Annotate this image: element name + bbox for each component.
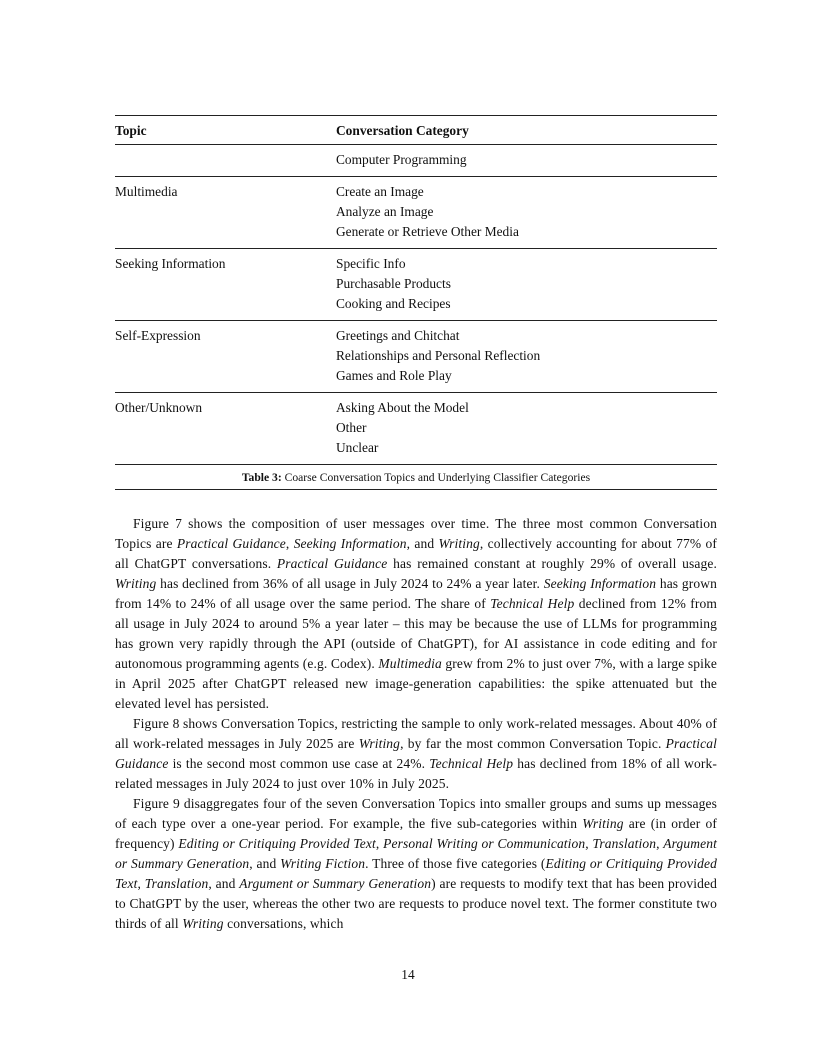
category-item: Greetings and Chitchat <box>336 328 460 343</box>
text-run: , <box>285 536 294 551</box>
table-row <box>115 249 717 320</box>
emphasized-text: Technical Help <box>429 756 514 771</box>
topics-table <box>115 115 717 490</box>
text-run: conversations, which <box>223 916 344 931</box>
emphasized-text: Technical Help <box>490 596 575 611</box>
category-item: Unclear <box>336 440 379 455</box>
text-run: . Three of those five categories ( <box>365 856 546 871</box>
text-run: , <box>585 836 593 851</box>
text-run: , by far the most common Conversation Topic. <box>400 736 666 751</box>
text-run: is the second most common use case at 24%. <box>168 756 430 771</box>
text-run: , and <box>249 856 281 871</box>
category-item: Specific Info <box>336 256 406 271</box>
topic-cell: Seeking Information <box>115 256 226 271</box>
category-cell <box>336 398 717 458</box>
text-run: , collectively accounting for about 77% of all ChatGPT conversations. <box>115 536 718 571</box>
table-row <box>115 145 717 176</box>
emphasized-text: Argument or Summary Generation <box>239 876 432 891</box>
category-item: Generate or Retrieve Other Media <box>336 224 519 239</box>
category-item: Create an Image <box>336 184 424 199</box>
category-item: Analyze an Image <box>336 204 434 219</box>
category-cell <box>336 182 717 242</box>
category-cell <box>336 254 717 314</box>
emphasized-text: Writing <box>582 816 624 831</box>
text-run: has declined from 36% of all usage in July 2024 to 24% a year later. <box>156 576 544 591</box>
topic-cell: Multimedia <box>115 184 178 199</box>
paragraph <box>115 794 717 934</box>
emphasized-text: Personal Writing or Communication <box>383 836 586 851</box>
table-header-row <box>115 116 717 144</box>
category-item: Asking About the Model <box>336 400 469 415</box>
text-run: has declined from 18% of all work-related messages in July 2024 to just over 10% in July 2025. <box>115 756 718 791</box>
category-item: Cooking and Recipes <box>336 296 451 311</box>
text-run: grew from 2% to just over 7%, with a large spike in April 2025 after ChatGPT released new image-generation capabilities: the spike attenuated but the elevated level has persisted. <box>115 656 717 711</box>
body-text <box>115 514 717 934</box>
table-row <box>115 321 717 392</box>
text-run: , <box>656 836 664 851</box>
topic-cell: Self-Expression <box>115 328 201 343</box>
emphasized-text: Writing <box>358 736 401 751</box>
text-run: has grown from 14% to 24% of all usage over the same period. The share of <box>115 576 717 611</box>
emphasized-text: Seeking Information <box>293 536 407 551</box>
emphasized-text: Translation <box>144 876 209 891</box>
table-bottom-rule <box>115 489 717 490</box>
text-run: , <box>375 836 384 851</box>
topic-cell <box>115 150 336 170</box>
caption-label: Table 3: <box>241 471 282 484</box>
table-row <box>115 393 717 464</box>
text-run: , and <box>406 536 439 551</box>
category-item: Purchasable Products <box>336 276 451 291</box>
header-topic: Topic <box>115 123 147 138</box>
emphasized-text: Practical Guidance <box>176 536 286 551</box>
category-item: Other <box>336 420 367 435</box>
text-run: Figure 7 shows the composition of user messages over time. The three most common Conversation Topics are <box>115 516 717 551</box>
page-number: 14 <box>401 967 415 982</box>
category-item: Computer Programming <box>336 152 467 167</box>
emphasized-text: Practical Guidance <box>115 736 717 771</box>
paragraph <box>115 714 717 794</box>
emphasized-text: Editing or Critiquing Provided Text <box>115 856 717 891</box>
emphasized-text: Seeking Information <box>543 576 657 591</box>
emphasized-text: Editing or Critiquing Provided Text <box>178 836 376 851</box>
text-run: Figure 8 shows Conversation Topics, restricting the sample to only work-related messages. About 40% of all work-related messages in July 2025 are <box>115 716 717 751</box>
text-run: , <box>137 876 145 891</box>
table-body <box>115 144 717 465</box>
category-item: Relationships and Personal Reflection <box>336 348 541 363</box>
emphasized-text: Argument or Summary Generation <box>115 836 717 871</box>
topic-cell: Other/Unknown <box>115 400 203 415</box>
text-run: ) are requests to modify text that has been provided to ChatGPT by the user, whereas the other two are requests to produce novel text. The former constitute two thirds of all <box>115 876 717 931</box>
emphasized-text: Writing Fiction <box>280 856 366 871</box>
caption-text: Coarse Conversation Topics and Underlying Classifier Categories <box>281 471 591 484</box>
emphasized-text: Writing <box>115 576 157 591</box>
text-run: declined from 12% from all usage in July 2024 to around 5% a year later – this may be because the use of LLMs for programming has grown very rapidly through the API (outside of ChatGPT), for AI assistance in code editing and for autonomous programming agents (e.g. Codex). <box>115 596 718 671</box>
header-category: Conversation Category <box>336 123 469 138</box>
emphasized-text: Multimedia <box>378 656 442 671</box>
table-row <box>115 177 717 248</box>
text-run: are (in order of frequency) <box>115 816 717 851</box>
text-run: has remained constant at roughly 29% of overall usage. <box>387 556 717 571</box>
category-cell <box>336 150 717 170</box>
emphasized-text: Translation <box>592 836 657 851</box>
category-cell <box>336 326 717 386</box>
text-run: , and <box>208 876 240 891</box>
emphasized-text: Writing <box>438 536 480 551</box>
category-item: Games and Role Play <box>336 368 452 383</box>
table-caption <box>115 465 717 489</box>
emphasized-text: Writing <box>182 916 224 931</box>
paragraph <box>115 514 717 714</box>
text-run: Figure 9 disaggregates four of the seven Conversation Topics into smaller groups and sums up messages of each type over a one-year period. For example, the five sub-categories within <box>115 796 717 831</box>
emphasized-text: Practical Guidance <box>276 556 388 571</box>
